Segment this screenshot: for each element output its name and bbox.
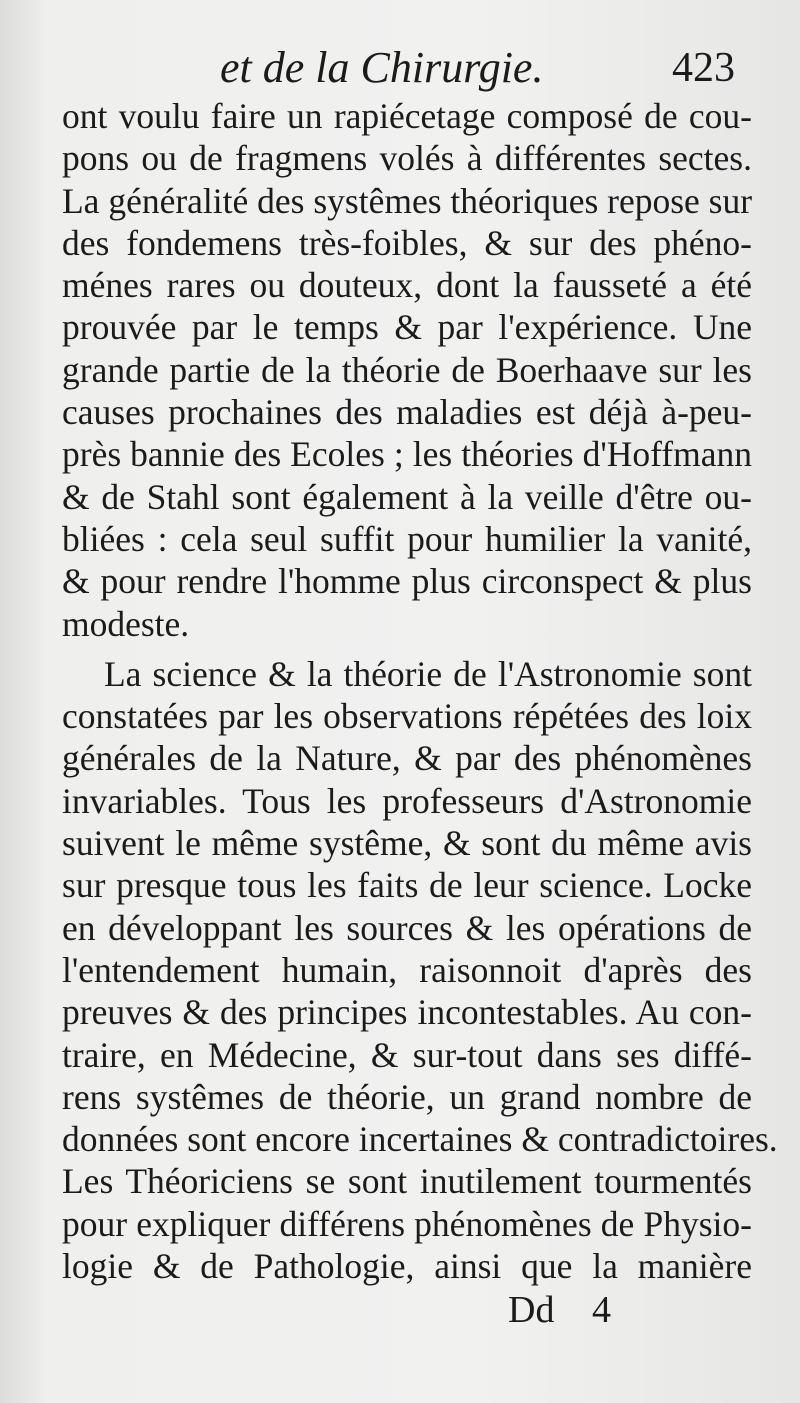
paragraph-1 — [62, 95, 752, 645]
text-line: suivent le même systême, & sont du même avis — [62, 823, 752, 864]
text-line: l'entendement humain, raisonnoit d'après des — [62, 949, 752, 990]
paragraph-2 — [62, 653, 778, 1287]
text-line: & pour rendre l'homme plus circonspect & plus — [62, 561, 752, 602]
signature-mark: Dd — [508, 1289, 555, 1331]
text-line: causes prochaines des maladies est déjà à-peu- — [62, 392, 752, 433]
text-line: sur presque tous les faits de leur science. Locke — [62, 865, 752, 906]
text-line: constatées par les observations répétées des loix — [62, 696, 752, 737]
text-line: bliées : cela seul suffit pour humilier la vanité, — [62, 518, 752, 559]
text-line: logie & de Pathologie, ainsi que la manière — [62, 1246, 752, 1287]
text-line: des fondemens très-foibles, & sur des phéno- — [62, 222, 752, 263]
text-line: données sont encore incertaines & contradictoires. — [62, 1119, 778, 1160]
text-line: La généralité des systêmes théoriques repose sur — [62, 180, 753, 221]
text-line: La science & la théorie de l'Astronomie sont — [104, 653, 752, 694]
text-line: ménes rares ou douteux, dont la fausseté a été — [62, 265, 752, 306]
signature-number: 4 — [592, 1289, 611, 1331]
text-line: invariables. Tous les professeurs d'Astronomie — [62, 780, 752, 821]
text-line: pour expliquer différens phénomènes de Physio- — [62, 1203, 752, 1244]
text-line: près bannie des Ecoles ; les théories d'Hoffmann — [62, 434, 752, 475]
text-line: modeste. — [62, 603, 190, 644]
running-head — [0, 38, 800, 98]
text-line: prouvée par le temps & par l'expérience. Une — [62, 307, 752, 348]
text-line: traire, en Médecine, & sur-tout dans ses diffé- — [62, 1034, 752, 1075]
text-line: grande partie de la théorie de Boerhaave sur les — [62, 349, 752, 390]
text-line: générales de la Nature, & par des phénomènes — [62, 738, 752, 779]
running-title: et de la Chirurgie. — [220, 43, 544, 92]
text-line: rens systêmes de théorie, un grand nombre de — [62, 1076, 752, 1117]
text-line: ont voulu faire un rapiécetage composé de cou- — [62, 96, 752, 136]
text-line: en développant les sources & les opérations de — [62, 907, 752, 948]
text-line: & de Stahl sont également à la veille d'être ou- — [62, 476, 752, 517]
text-line: Les Théoriciens se sont inutilement tourmentés — [62, 1161, 752, 1202]
signature-line — [500, 1285, 740, 1335]
paragraph-gap — [62, 645, 752, 653]
body-text — [62, 95, 778, 1287]
page-number: 423 — [672, 45, 735, 91]
text-line: preuves & des principes incontestables. Au con- — [62, 992, 752, 1033]
text-line: pons ou de fragmens volés à différentes sectes. — [62, 138, 752, 179]
